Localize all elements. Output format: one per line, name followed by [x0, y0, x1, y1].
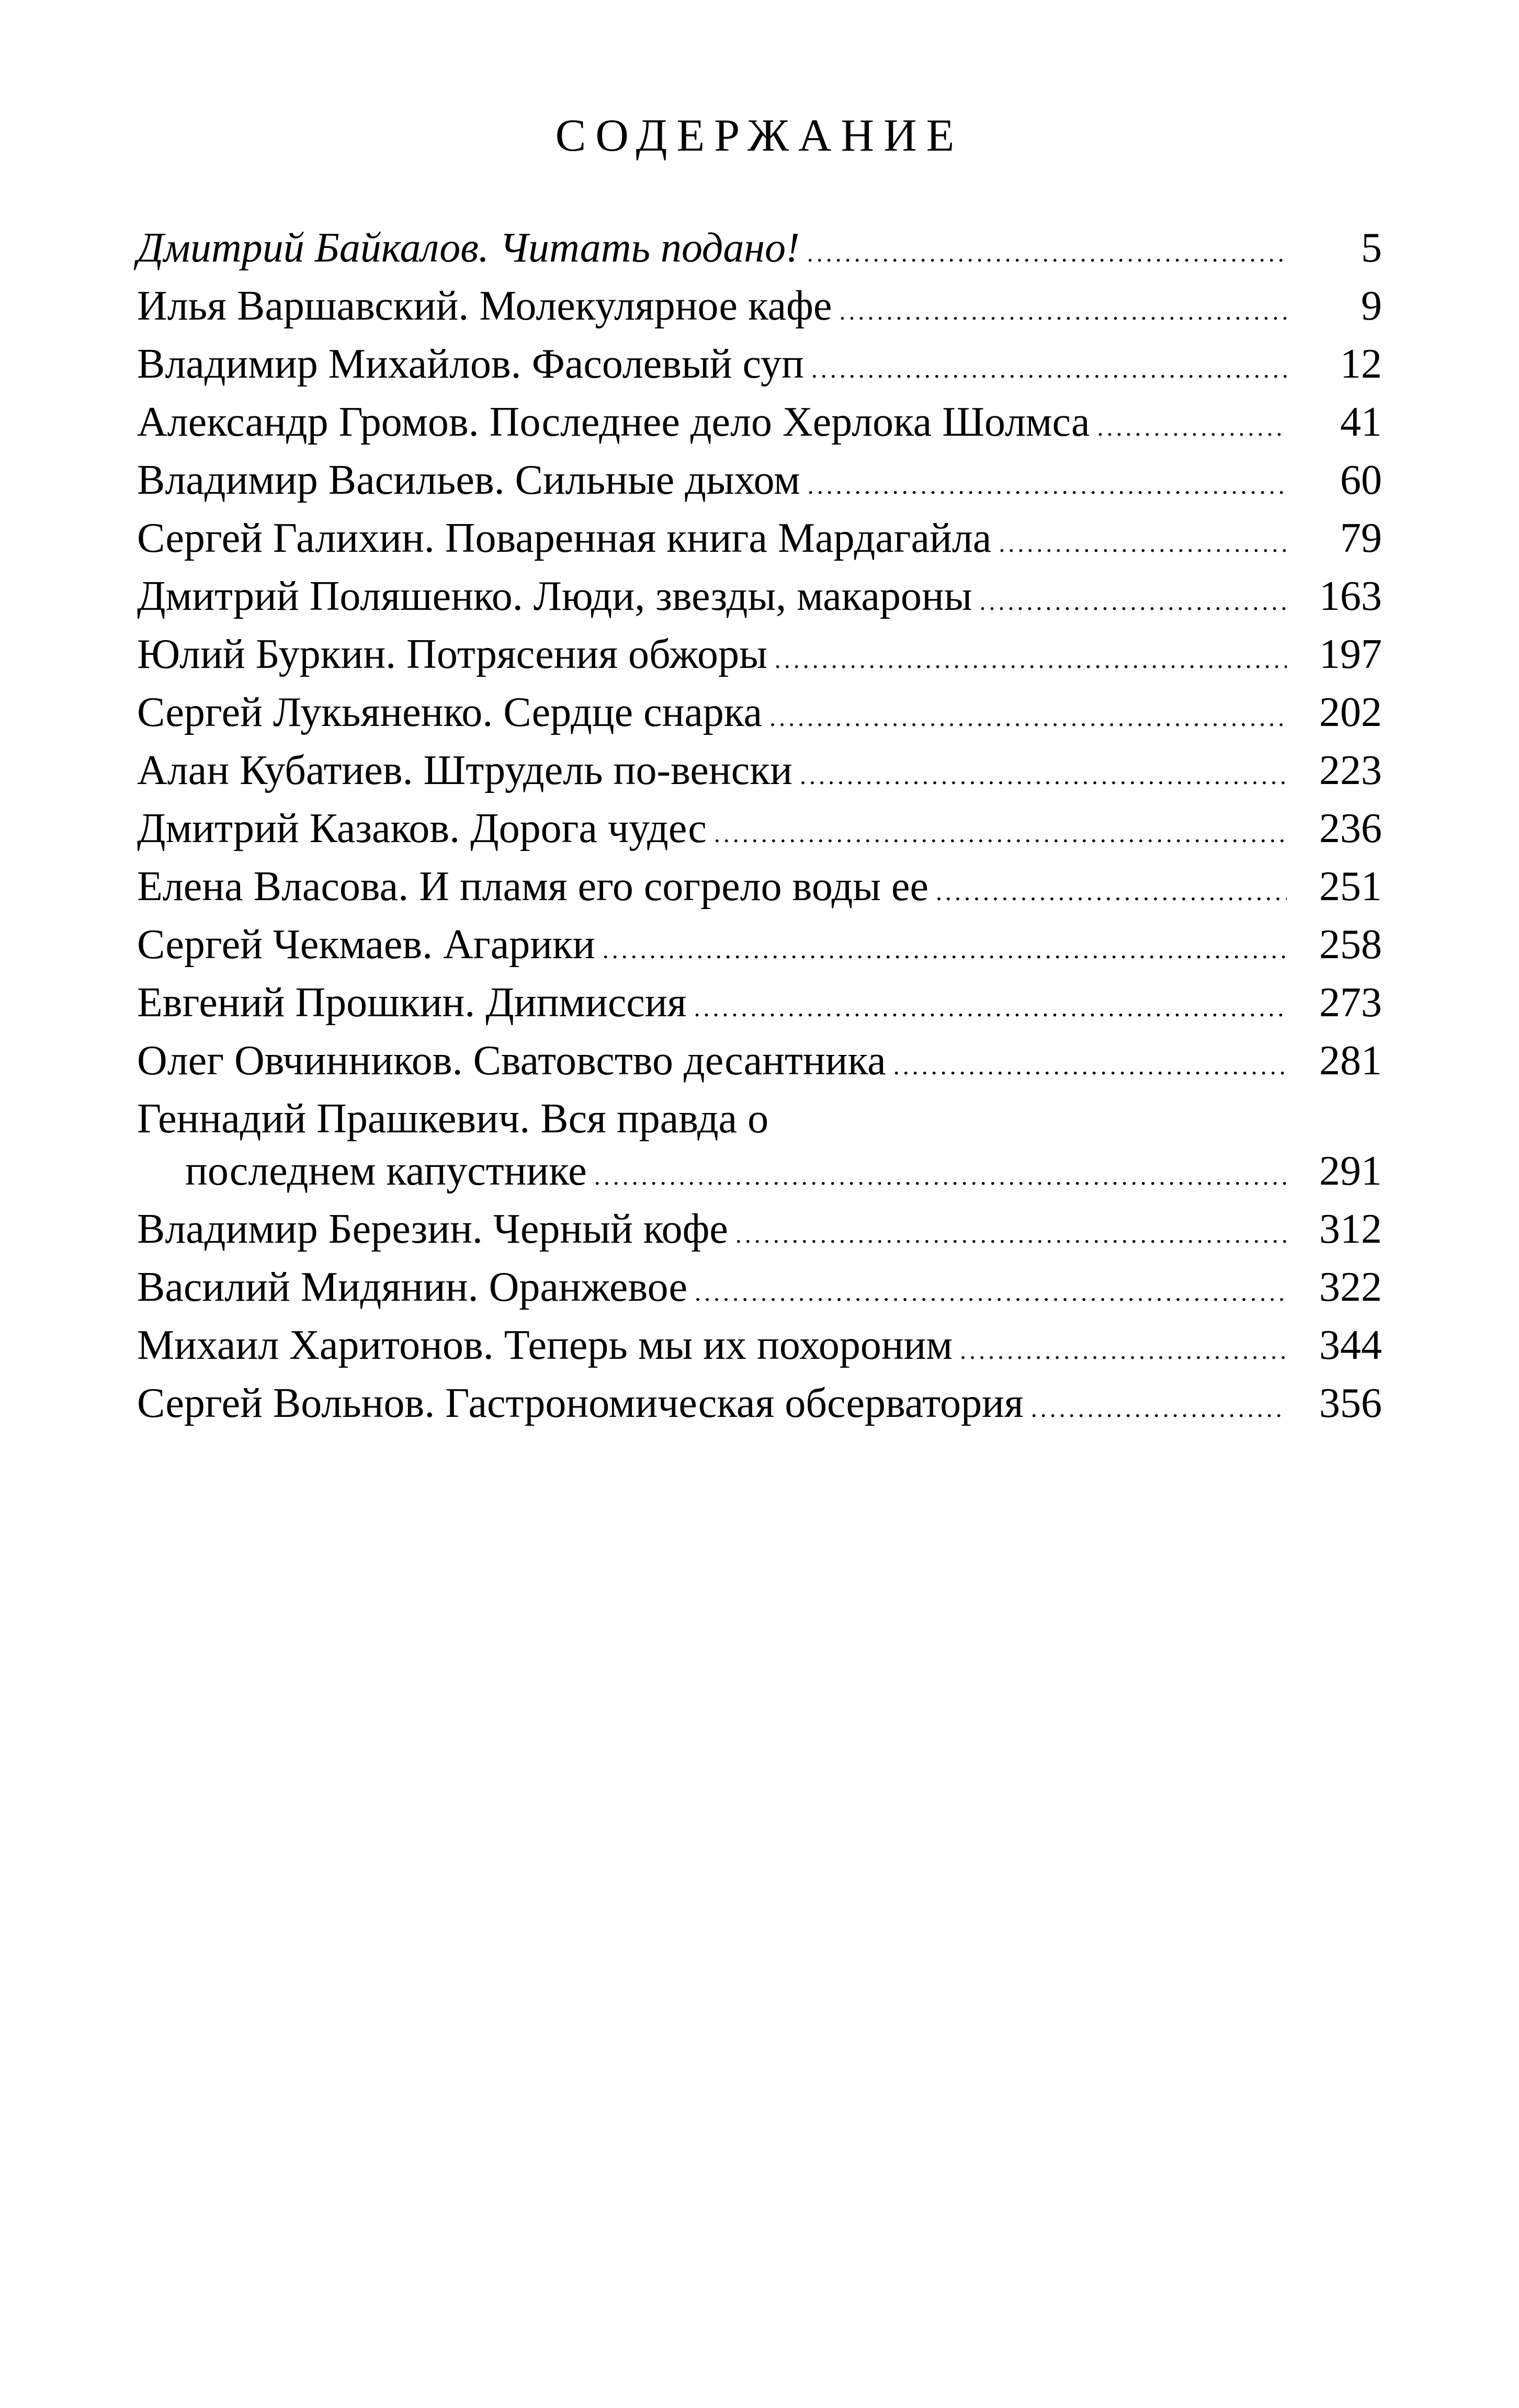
entry-page-number: 322: [1319, 1264, 1382, 1310]
dot-leader: [695, 1267, 1287, 1319]
dot-leader: [735, 1209, 1287, 1261]
entry-title: Сергей Чекмаев. Агарики: [137, 922, 595, 968]
toc-entry: [137, 1377, 1382, 1435]
entry-page-number: 236: [1319, 805, 1382, 851]
entry-page-number: 9: [1361, 283, 1382, 329]
toc-entry: [137, 512, 1382, 570]
entry-title: Сергей Лукьяненко. Сердце снарка: [137, 689, 763, 735]
toc-entry: [137, 222, 1382, 280]
dot-leader: [594, 1151, 1287, 1203]
entry-title: Сергей Галихин. Поваренная книга Мардагайла: [137, 515, 992, 561]
toc-entry: [137, 860, 1382, 918]
toc-entry: [137, 744, 1382, 802]
dot-leader: [714, 808, 1287, 860]
toc-entry: [137, 570, 1382, 628]
entry-title: Сергей Вольнов. Гастрономическая обсерватория: [137, 1380, 1024, 1426]
dot-leader: [999, 518, 1287, 570]
toc-entry: [137, 628, 1382, 686]
dot-leader: [808, 460, 1287, 512]
entry-title: Александр Громов. Последнее дело Херлока Шолмса: [137, 399, 1090, 445]
entry-title: Юлий Буркин. Потрясения обжоры: [137, 631, 767, 677]
toc-entry: [137, 1203, 1382, 1261]
entry-title: Владимир Васильев. Сильные дыхом: [137, 457, 800, 503]
toc-entry: [137, 280, 1382, 338]
page-title: СОДЕРЖАНИЕ: [555, 110, 964, 161]
dot-leader: [807, 228, 1287, 280]
entry-title: Владимир Березин. Черный кофе: [137, 1206, 728, 1252]
dot-leader: [980, 576, 1287, 628]
entry-title: Михаил Харитонов. Теперь мы их похороним: [137, 1322, 953, 1368]
toc-entry: [137, 1261, 1382, 1319]
toc-entry: [137, 1035, 1382, 1093]
entry-page-number: 281: [1319, 1038, 1382, 1084]
entry-title: Геннадий Прашкевич. Вся правда о: [137, 1096, 769, 1142]
entry-page-number: 251: [1319, 864, 1382, 910]
toc-entry: [137, 338, 1382, 396]
entry-page-number: 60: [1340, 457, 1382, 503]
entry-page-number: 202: [1319, 689, 1382, 735]
toc-entry: [137, 396, 1382, 454]
entry-page-number: 356: [1319, 1380, 1382, 1426]
dot-leader: [936, 866, 1287, 918]
entry-page-number: 291: [1319, 1148, 1382, 1194]
entry-title: Дмитрий Байкалов. Читать подано!: [137, 225, 800, 271]
dot-leader: [800, 750, 1287, 802]
toc-entry: [137, 686, 1382, 744]
toc-entry: [137, 976, 1382, 1035]
entry-title: Алан Кубатиев. Штрудель по-венски: [137, 747, 792, 793]
entry-title: Евгений Прошкин. Дипмиссия: [137, 980, 687, 1026]
entry-title: Олег Овчинников. Сватовство десантника: [137, 1038, 886, 1084]
entry-page-number: 273: [1319, 980, 1382, 1026]
entry-continuation: [137, 1145, 1382, 1203]
entry-title: Елена Власова. И пламя его согрело воды ее: [137, 864, 929, 910]
dot-leader: [893, 1040, 1287, 1093]
toc-entry: [137, 1093, 1382, 1203]
entry-page-number: 41: [1340, 399, 1382, 445]
entry-title: Дмитрий Поляшенко. Люди, звезды, макароны: [137, 573, 972, 619]
toc-entry: [137, 802, 1382, 860]
dot-leader: [1097, 402, 1287, 454]
table-of-contents: [137, 222, 1382, 1435]
dot-leader: [840, 286, 1287, 338]
entry-page-number: 79: [1340, 515, 1382, 561]
dot-leader: [960, 1325, 1287, 1377]
toc-entry: [137, 454, 1382, 512]
entry-title: Дмитрий Казаков. Дорога чудес: [137, 805, 707, 851]
entry-title: Василий Мидянин. Оранжевое: [137, 1264, 688, 1310]
entry-page-number: 223: [1319, 747, 1382, 793]
dot-leader: [775, 634, 1287, 686]
dot-leader: [811, 344, 1287, 396]
dot-leader: [694, 982, 1287, 1035]
entry-page-number: 344: [1319, 1322, 1382, 1368]
entry-title: Владимир Михайлов. Фасолевый суп: [137, 341, 804, 387]
toc-entry: [137, 1319, 1382, 1377]
entry-page-number: 163: [1319, 573, 1382, 619]
entry-page-number: 312: [1319, 1206, 1382, 1252]
entry-page-number: 12: [1340, 341, 1382, 387]
entry-page-number: 197: [1319, 631, 1382, 677]
entry-title-continuation: последнем капустнике: [185, 1148, 587, 1194]
entry-page-number: 258: [1319, 922, 1382, 968]
entry-page-number: 5: [1361, 225, 1382, 271]
dot-leader: [603, 924, 1287, 976]
toc-entry: [137, 918, 1382, 976]
dot-leader: [769, 692, 1287, 744]
entry-title: Илья Варшавский. Молекулярное кафе: [137, 283, 832, 329]
dot-leader: [1031, 1383, 1287, 1435]
